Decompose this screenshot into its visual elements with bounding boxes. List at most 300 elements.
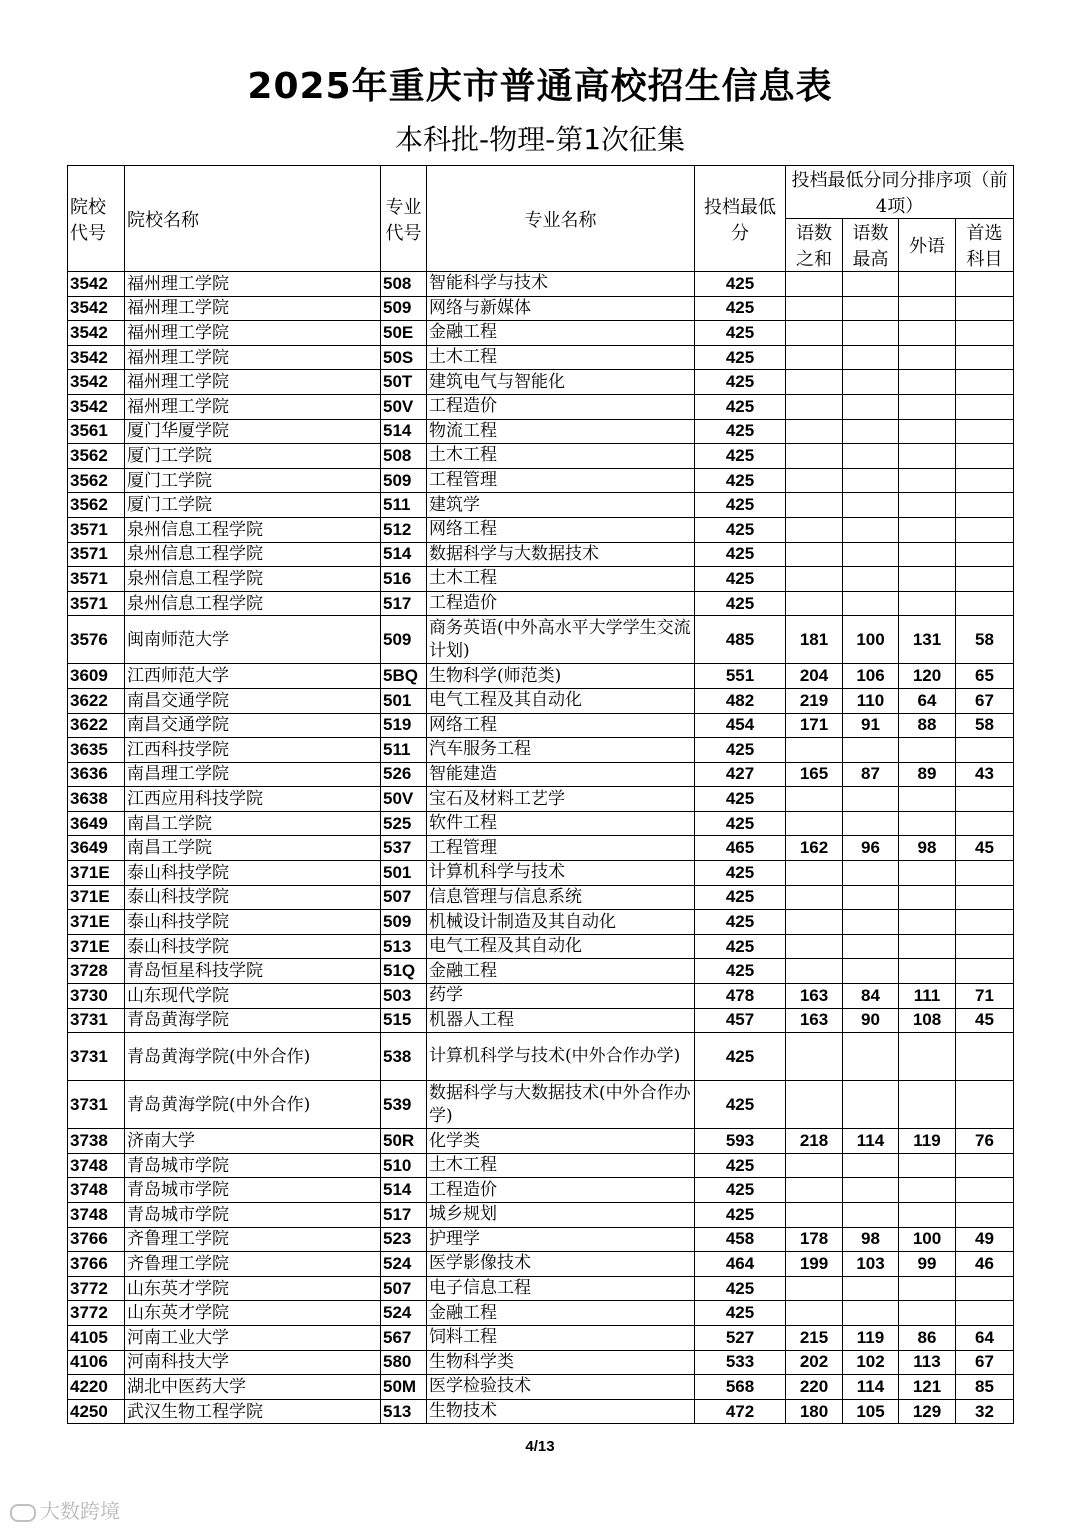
cell-school-code: 3622: [68, 713, 125, 738]
cell-tie-foreign: 119: [899, 1129, 956, 1154]
cell-tie-sum: 165: [786, 762, 843, 787]
cell-school-code: 3622: [68, 688, 125, 713]
cell-tie-first-subject: [956, 272, 1014, 297]
cell-major-code: 509: [381, 616, 427, 664]
cell-major-name: 网络工程: [427, 517, 695, 542]
cell-school-name: 福州理工学院: [125, 321, 381, 346]
cell-tie-foreign: [899, 517, 956, 542]
table-row: [68, 591, 1014, 616]
cell-tie-foreign: 99: [899, 1252, 956, 1277]
cell-school-code: 3649: [68, 836, 125, 861]
cell-school-code: 3562: [68, 493, 125, 518]
cell-tie-foreign: [899, 959, 956, 984]
table-row: [68, 885, 1014, 910]
cell-tie-sum: [786, 444, 843, 469]
cell-tie-foreign: 129: [899, 1399, 956, 1424]
cell-major-name: 药学: [427, 984, 695, 1009]
table-body: [68, 272, 1014, 1424]
cell-school-name: 青岛恒星科技学院: [125, 959, 381, 984]
table-row: [68, 493, 1014, 518]
cell-min-score: 527: [695, 1325, 786, 1350]
table-row: [68, 468, 1014, 493]
cell-min-score: 464: [695, 1252, 786, 1277]
cell-tie-first-subject: [956, 811, 1014, 836]
cell-tie-foreign: [899, 567, 956, 592]
cell-tie-first-subject: [956, 1178, 1014, 1203]
cell-major-name: 信息管理与信息系统: [427, 885, 695, 910]
cell-min-score: 425: [695, 321, 786, 346]
cell-tie-max: 119: [843, 1325, 899, 1350]
cell-tie-sum: [786, 934, 843, 959]
cell-school-name: 青岛黄海学院(中外合作): [125, 1081, 381, 1129]
table-row: [68, 762, 1014, 787]
cell-school-code: 3609: [68, 664, 125, 689]
cell-tie-first-subject: [956, 959, 1014, 984]
cell-school-name: 山东英才学院: [125, 1276, 381, 1301]
cell-tie-foreign: [899, 1203, 956, 1228]
cell-major-code: 513: [381, 1399, 427, 1424]
cell-major-code: 517: [381, 591, 427, 616]
cell-tie-max: [843, 468, 899, 493]
cell-major-name: 数据科学与大数据技术: [427, 542, 695, 567]
cell-tie-max: [843, 493, 899, 518]
cell-school-code: 4105: [68, 1325, 125, 1350]
cell-major-name: 医学影像技术: [427, 1252, 695, 1277]
cell-major-name: 机械设计制造及其自动化: [427, 910, 695, 935]
cell-school-code: 371E: [68, 861, 125, 886]
cell-major-code: 519: [381, 713, 427, 738]
cell-major-name: 生物技术: [427, 1399, 695, 1424]
cell-school-code: 3638: [68, 787, 125, 812]
table-row: [68, 1153, 1014, 1178]
cell-major-name: 计算机科学与技术(中外合作办学): [427, 1033, 695, 1081]
table-row: [68, 321, 1014, 346]
cell-school-name: 福州理工学院: [125, 272, 381, 297]
cell-tie-sum: [786, 1178, 843, 1203]
cell-tie-max: [843, 1033, 899, 1081]
cell-min-score: 425: [695, 1081, 786, 1129]
cell-school-code: 371E: [68, 934, 125, 959]
cell-major-name: 化学类: [427, 1129, 695, 1154]
cell-major-code: 50M: [381, 1375, 427, 1400]
cell-tie-foreign: [899, 394, 956, 419]
table-row: [68, 836, 1014, 861]
cell-tie-max: [843, 861, 899, 886]
table-row: [68, 934, 1014, 959]
cell-tie-sum: 162: [786, 836, 843, 861]
cell-major-code: 51Q: [381, 959, 427, 984]
cell-school-code: 3772: [68, 1301, 125, 1326]
cell-tie-sum: [786, 345, 843, 370]
cell-min-score: 425: [695, 419, 786, 444]
cell-tie-first-subject: [956, 1153, 1014, 1178]
cell-tie-sum: [786, 910, 843, 935]
cell-tie-first-subject: 85: [956, 1375, 1014, 1400]
cell-tie-first-subject: [956, 493, 1014, 518]
table-row: [68, 1203, 1014, 1228]
cell-tie-first-subject: 32: [956, 1399, 1014, 1424]
cell-tie-max: 96: [843, 836, 899, 861]
cell-tie-max: [843, 1301, 899, 1326]
cell-major-name: 物流工程: [427, 419, 695, 444]
cell-school-code: 3576: [68, 616, 125, 664]
cell-school-name: 闽南师范大学: [125, 616, 381, 664]
cell-major-name: 土木工程: [427, 1153, 695, 1178]
cell-tie-first-subject: 45: [956, 836, 1014, 861]
cell-tie-foreign: 86: [899, 1325, 956, 1350]
cell-major-code: 517: [381, 1203, 427, 1228]
cell-tie-sum: [786, 1081, 843, 1129]
cell-min-score: 425: [695, 567, 786, 592]
cell-school-name: 南昌交通学院: [125, 713, 381, 738]
cell-tie-sum: [786, 493, 843, 518]
cell-tie-first-subject: 71: [956, 984, 1014, 1009]
cell-school-code: 3562: [68, 468, 125, 493]
cell-school-code: 3562: [68, 444, 125, 469]
cell-major-code: 537: [381, 836, 427, 861]
cell-tie-foreign: [899, 272, 956, 297]
cell-major-code: 580: [381, 1350, 427, 1375]
cell-min-score: 425: [695, 787, 786, 812]
cell-major-name: 饲料工程: [427, 1325, 695, 1350]
cell-major-name: 建筑学: [427, 493, 695, 518]
cell-school-code: 3571: [68, 567, 125, 592]
cell-tie-max: [843, 272, 899, 297]
cell-tie-sum: 219: [786, 688, 843, 713]
cell-major-name: 医学检验技术: [427, 1375, 695, 1400]
cell-tie-foreign: 100: [899, 1227, 956, 1252]
cell-school-code: 3748: [68, 1203, 125, 1228]
cell-major-code: 503: [381, 984, 427, 1009]
table-row: [68, 1252, 1014, 1277]
cell-major-name: 智能科学与技术: [427, 272, 695, 297]
cell-tie-foreign: [899, 1033, 956, 1081]
cell-tie-max: [843, 444, 899, 469]
cell-major-name: 计算机科学与技术: [427, 861, 695, 886]
cell-min-score: 533: [695, 1350, 786, 1375]
cell-tie-first-subject: 64: [956, 1325, 1014, 1350]
cell-min-score: 425: [695, 1178, 786, 1203]
cell-major-code: 509: [381, 296, 427, 321]
cell-min-score: 457: [695, 1008, 786, 1033]
page-subtitle: 本科批-物理-第1次征集: [394, 123, 686, 156]
cell-major-code: 516: [381, 567, 427, 592]
cell-school-name: 济南大学: [125, 1129, 381, 1154]
table-row: [68, 664, 1014, 689]
cell-major-code: 50S: [381, 345, 427, 370]
cell-school-name: 青岛城市学院: [125, 1203, 381, 1228]
cell-min-score: 425: [695, 542, 786, 567]
cell-tie-first-subject: 65: [956, 664, 1014, 689]
cell-tie-max: 105: [843, 1399, 899, 1424]
cell-tie-max: [843, 517, 899, 542]
cell-tie-first-subject: [956, 296, 1014, 321]
cell-tie-foreign: [899, 591, 956, 616]
cell-major-code: 510: [381, 1153, 427, 1178]
cell-school-code: 3542: [68, 394, 125, 419]
cell-tie-first-subject: 49: [956, 1227, 1014, 1252]
cell-tie-sum: [786, 738, 843, 763]
cell-min-score: 425: [695, 910, 786, 935]
cell-major-code: 523: [381, 1227, 427, 1252]
cell-tie-foreign: [899, 542, 956, 567]
cell-major-name: 数据科学与大数据技术(中外合作办学): [427, 1081, 695, 1129]
cell-tie-first-subject: [956, 934, 1014, 959]
cell-school-code: 3542: [68, 272, 125, 297]
cell-school-code: 4106: [68, 1350, 125, 1375]
cell-tie-max: [843, 910, 899, 935]
cell-tie-max: [843, 542, 899, 567]
table-row: [68, 713, 1014, 738]
cell-major-code: 50E: [381, 321, 427, 346]
cell-tie-sum: 215: [786, 1325, 843, 1350]
cell-major-code: 509: [381, 910, 427, 935]
cell-school-code: 3748: [68, 1178, 125, 1203]
cell-school-code: 3571: [68, 517, 125, 542]
cell-tie-sum: [786, 542, 843, 567]
cell-tie-first-subject: [956, 861, 1014, 886]
cell-tie-foreign: [899, 787, 956, 812]
table-row: [68, 1227, 1014, 1252]
cell-tie-foreign: [899, 1301, 956, 1326]
cell-tie-sum: 171: [786, 713, 843, 738]
table-row: [68, 272, 1014, 297]
cell-school-code: 3766: [68, 1227, 125, 1252]
cell-tie-sum: [786, 321, 843, 346]
cell-school-code: 4220: [68, 1375, 125, 1400]
cell-min-score: 425: [695, 345, 786, 370]
cell-min-score: 425: [695, 1301, 786, 1326]
cell-tie-sum: [786, 861, 843, 886]
table-row: [68, 1081, 1014, 1129]
cell-major-code: 501: [381, 861, 427, 886]
cell-major-name: 电气工程及其自动化: [427, 688, 695, 713]
table-row: [68, 394, 1014, 419]
cell-tie-max: [843, 419, 899, 444]
table-row: [68, 1301, 1014, 1326]
cell-major-name: 电气工程及其自动化: [427, 934, 695, 959]
cell-tie-foreign: 98: [899, 836, 956, 861]
cell-tie-foreign: [899, 885, 956, 910]
cell-major-code: 513: [381, 934, 427, 959]
table-row: [68, 811, 1014, 836]
cell-school-name: 福州理工学院: [125, 296, 381, 321]
cell-tie-sum: [786, 591, 843, 616]
cell-tie-sum: [786, 885, 843, 910]
cell-tie-sum: 181: [786, 616, 843, 664]
cell-school-name: 厦门工学院: [125, 444, 381, 469]
cell-tie-sum: 220: [786, 1375, 843, 1400]
cell-tie-first-subject: [956, 370, 1014, 395]
cell-tie-first-subject: [956, 1276, 1014, 1301]
cell-school-code: 3766: [68, 1252, 125, 1277]
cell-min-score: 551: [695, 664, 786, 689]
cell-tie-sum: [786, 1203, 843, 1228]
cell-tie-first-subject: [956, 885, 1014, 910]
cell-tie-first-subject: [956, 591, 1014, 616]
cell-tie-max: 114: [843, 1129, 899, 1154]
header-tie-max: 语数最高: [843, 219, 899, 272]
watermark-logo-icon: [10, 1504, 36, 1522]
cell-school-name: 青岛城市学院: [125, 1178, 381, 1203]
cell-school-name: 青岛黄海学院(中外合作): [125, 1033, 381, 1081]
cell-tie-foreign: [899, 910, 956, 935]
cell-tie-max: [843, 787, 899, 812]
cell-tie-first-subject: [956, 1081, 1014, 1129]
cell-tie-first-subject: [956, 1033, 1014, 1081]
table-row: [68, 1276, 1014, 1301]
cell-min-score: 425: [695, 811, 786, 836]
table-row: [68, 1399, 1014, 1424]
table-row: [68, 444, 1014, 469]
cell-major-name: 工程管理: [427, 836, 695, 861]
cell-major-name: 城乡规划: [427, 1203, 695, 1228]
cell-major-name: 生物科学(师范类): [427, 664, 695, 689]
cell-tie-max: [843, 1203, 899, 1228]
table-row: [68, 1129, 1014, 1154]
cell-school-name: 泉州信息工程学院: [125, 517, 381, 542]
table-row: [68, 861, 1014, 886]
cell-tie-first-subject: [956, 910, 1014, 935]
cell-major-code: 501: [381, 688, 427, 713]
cell-school-code: 371E: [68, 885, 125, 910]
cell-tie-max: [843, 394, 899, 419]
cell-tie-sum: [786, 1276, 843, 1301]
cell-school-name: 青岛城市学院: [125, 1153, 381, 1178]
cell-tie-foreign: 111: [899, 984, 956, 1009]
cell-min-score: 454: [695, 713, 786, 738]
cell-school-name: 河南科技大学: [125, 1350, 381, 1375]
cell-major-name: 宝石及材料工艺学: [427, 787, 695, 812]
cell-school-name: 南昌交通学院: [125, 688, 381, 713]
cell-major-code: 539: [381, 1081, 427, 1129]
cell-school-name: 南昌理工学院: [125, 762, 381, 787]
cell-school-name: 齐鲁理工学院: [125, 1252, 381, 1277]
table-row: [68, 1375, 1014, 1400]
cell-min-score: 425: [695, 444, 786, 469]
cell-min-score: 458: [695, 1227, 786, 1252]
cell-major-code: 5BQ: [381, 664, 427, 689]
cell-school-name: 山东英才学院: [125, 1301, 381, 1326]
cell-tie-first-subject: [956, 394, 1014, 419]
cell-tie-first-subject: 67: [956, 1350, 1014, 1375]
watermark: [10, 1495, 120, 1524]
cell-major-name: 网络工程: [427, 713, 695, 738]
cell-school-name: 齐鲁理工学院: [125, 1227, 381, 1252]
cell-tie-max: [843, 1276, 899, 1301]
cell-tie-max: 114: [843, 1375, 899, 1400]
cell-school-name: 南昌工学院: [125, 836, 381, 861]
cell-tie-foreign: [899, 493, 956, 518]
table-row: [68, 787, 1014, 812]
table-row: [68, 910, 1014, 935]
cell-major-code: 508: [381, 444, 427, 469]
cell-min-score: 593: [695, 1129, 786, 1154]
cell-major-code: 50V: [381, 394, 427, 419]
cell-tie-first-subject: [956, 542, 1014, 567]
cell-school-name: 泰山科技学院: [125, 885, 381, 910]
header-school-name: 院校名称: [125, 166, 381, 272]
cell-school-code: 4250: [68, 1399, 125, 1424]
cell-tie-sum: [786, 811, 843, 836]
cell-min-score: 425: [695, 517, 786, 542]
cell-school-code: 371E: [68, 910, 125, 935]
cell-tie-max: [843, 567, 899, 592]
cell-school-name: 江西科技学院: [125, 738, 381, 763]
cell-major-code: 515: [381, 1008, 427, 1033]
cell-school-code: 3571: [68, 591, 125, 616]
cell-tie-first-subject: 43: [956, 762, 1014, 787]
cell-major-code: 509: [381, 468, 427, 493]
cell-major-code: 514: [381, 542, 427, 567]
cell-major-name: 汽车服务工程: [427, 738, 695, 763]
cell-tie-foreign: [899, 811, 956, 836]
cell-school-code: 3772: [68, 1276, 125, 1301]
cell-tie-foreign: 131: [899, 616, 956, 664]
cell-tie-sum: [786, 394, 843, 419]
cell-tie-first-subject: 58: [956, 713, 1014, 738]
cell-tie-first-subject: 46: [956, 1252, 1014, 1277]
cell-school-name: 泉州信息工程学院: [125, 567, 381, 592]
cell-major-code: 524: [381, 1252, 427, 1277]
cell-major-name: 软件工程: [427, 811, 695, 836]
cell-major-name: 商务英语(中外高水平大学学生交流计划): [427, 616, 695, 664]
cell-major-name: 生物科学类: [427, 1350, 695, 1375]
cell-school-name: 泰山科技学院: [125, 934, 381, 959]
cell-tie-first-subject: 58: [956, 616, 1014, 664]
cell-tie-sum: [786, 296, 843, 321]
cell-major-name: 工程管理: [427, 468, 695, 493]
cell-school-code: 3542: [68, 321, 125, 346]
cell-tie-sum: [786, 370, 843, 395]
cell-major-name: 护理学: [427, 1227, 695, 1252]
cell-major-name: 土木工程: [427, 345, 695, 370]
table-row: [68, 1008, 1014, 1033]
admission-table: [67, 165, 1014, 1424]
cell-tie-max: [843, 1153, 899, 1178]
cell-major-name: 工程造价: [427, 591, 695, 616]
table-row: [68, 1350, 1014, 1375]
cell-tie-first-subject: [956, 419, 1014, 444]
cell-school-name: 泉州信息工程学院: [125, 591, 381, 616]
cell-tie-foreign: 64: [899, 688, 956, 713]
cell-school-code: 3731: [68, 1008, 125, 1033]
cell-min-score: 425: [695, 1276, 786, 1301]
cell-tie-foreign: [899, 1081, 956, 1129]
cell-major-code: 512: [381, 517, 427, 542]
cell-school-name: 泰山科技学院: [125, 861, 381, 886]
cell-tie-foreign: [899, 321, 956, 346]
cell-school-code: 3636: [68, 762, 125, 787]
cell-tie-sum: 199: [786, 1252, 843, 1277]
cell-major-code: 525: [381, 811, 427, 836]
cell-min-score: 425: [695, 1033, 786, 1081]
cell-major-name: 电子信息工程: [427, 1276, 695, 1301]
table-row: [68, 419, 1014, 444]
cell-min-score: 425: [695, 934, 786, 959]
cell-tie-first-subject: 67: [956, 688, 1014, 713]
cell-tie-first-subject: 45: [956, 1008, 1014, 1033]
cell-min-score: 425: [695, 272, 786, 297]
table-row: [68, 370, 1014, 395]
cell-tie-foreign: 88: [899, 713, 956, 738]
cell-min-score: 425: [695, 1203, 786, 1228]
cell-school-code: 3542: [68, 370, 125, 395]
cell-major-name: 网络与新媒体: [427, 296, 695, 321]
cell-school-name: 厦门工学院: [125, 468, 381, 493]
cell-tie-max: [843, 934, 899, 959]
header-school-code: 院校代号: [68, 166, 125, 272]
